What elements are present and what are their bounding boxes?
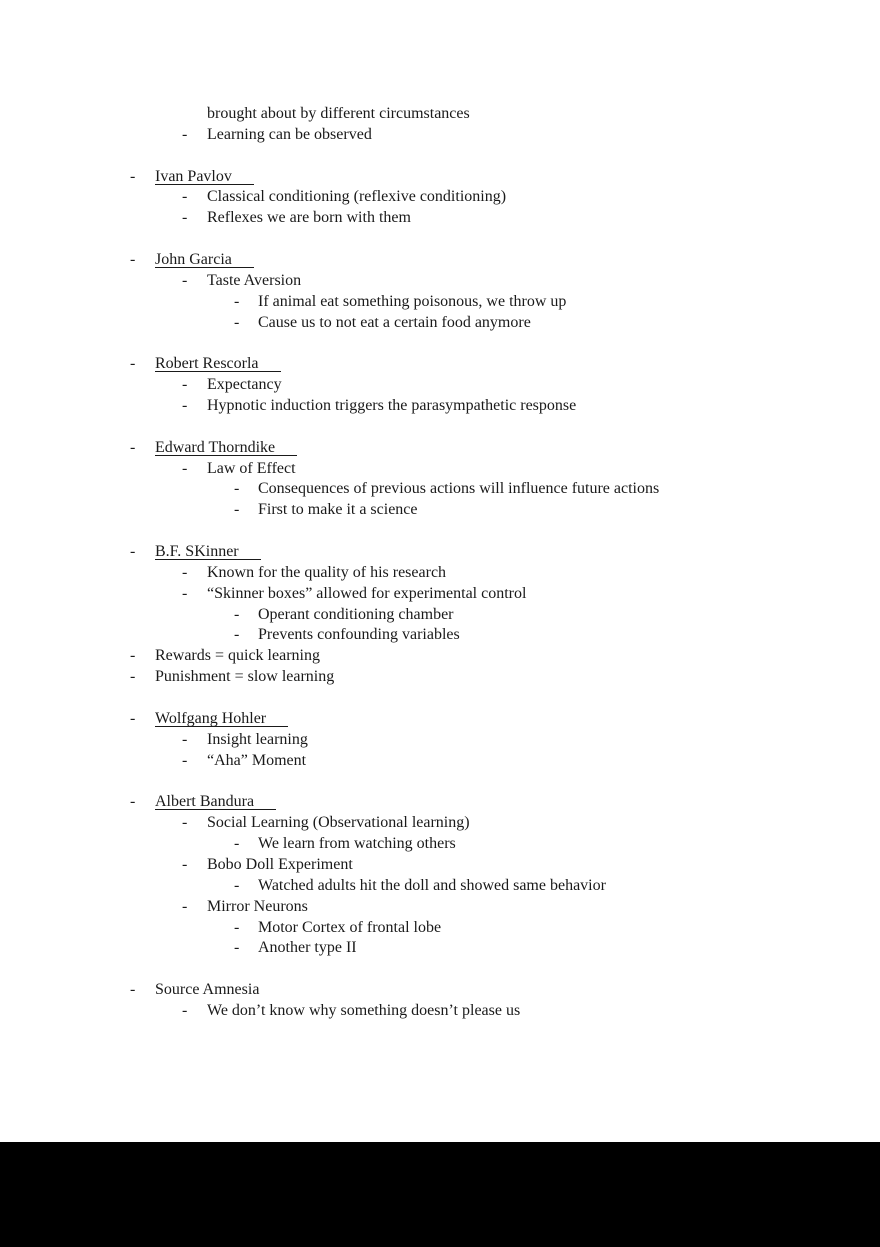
list-item [0, 813, 880, 834]
list-item-text: “Skinner boxes” allowed for experimental control [207, 584, 527, 602]
bullet-dash-icon: - [130, 543, 136, 561]
bullet-dash-icon: - [130, 355, 136, 373]
bullet-dash-icon: - [130, 167, 136, 185]
list-item-text: Cause us to not eat a certain food anymore [258, 313, 531, 331]
list-item [0, 855, 880, 876]
list-item-heading [0, 709, 880, 730]
list-item-heading [0, 542, 880, 563]
list-item-text: Another type II [258, 939, 357, 957]
list-item-heading [0, 250, 880, 271]
list-item-text: John Garcia [155, 250, 254, 268]
bullet-dash-icon: - [182, 751, 188, 769]
bullet-dash-icon: - [130, 251, 136, 269]
bullet-dash-icon: - [182, 814, 188, 832]
list-item-text: Watched adults hit the doll and showed same behavior [258, 876, 606, 894]
list-item-text: Learning can be observed [207, 125, 372, 143]
bottom-black-bar [0, 1142, 880, 1247]
bullet-dash-icon: - [234, 835, 240, 853]
bullet-dash-icon: - [234, 876, 240, 894]
list-item [0, 584, 880, 605]
bullet-dash-icon: - [182, 1001, 188, 1019]
list-item-text: Source Amnesia [155, 981, 260, 999]
list-item-heading [0, 167, 880, 188]
bullet-dash-icon: - [182, 209, 188, 227]
list-item-text: We don’t know why something doesn’t please us [207, 1001, 521, 1019]
bullet-dash-icon: - [182, 397, 188, 415]
bullet-dash-icon: - [130, 793, 136, 811]
bullet-dash-icon: - [182, 897, 188, 915]
list-item [0, 834, 880, 855]
list-item-text: Edward Thorndike [155, 438, 297, 456]
list-item [0, 897, 880, 918]
list-item-text: We learn from watching others [258, 835, 456, 853]
list-item-text: Insight learning [207, 730, 308, 748]
list-item-text: Wolfgang Hohler [155, 709, 288, 727]
list-item [0, 479, 880, 500]
list-item-heading [0, 354, 880, 375]
bullet-dash-icon: - [130, 709, 136, 727]
list-item-text: Taste Aversion [207, 271, 302, 289]
list-item-text: Motor Cortex of frontal lobe [258, 918, 442, 936]
list-item-text: “Aha” Moment [207, 751, 307, 769]
bullet-dash-icon: - [130, 647, 136, 665]
list-item-text: Classical conditioning (reflexive conditioning) [207, 188, 507, 206]
list-item-text: Robert Rescorla [155, 354, 281, 372]
bullet-dash-icon: - [234, 605, 240, 623]
list-item-text: Rewards = quick learning [155, 647, 320, 665]
list-item [0, 208, 880, 229]
list-item [0, 667, 880, 688]
bullet-dash-icon: - [182, 459, 188, 477]
list-item [0, 730, 880, 751]
list-item-text: Mirror Neurons [207, 897, 308, 915]
list-item [0, 605, 880, 626]
list-item-text: Punishment = slow learning [155, 668, 335, 686]
list-item-text: If animal eat something poisonous, we throw up [258, 292, 567, 310]
bullet-dash-icon: - [234, 918, 240, 936]
list-item [0, 396, 880, 417]
list-item [0, 1001, 880, 1022]
bullet-dash-icon: - [182, 271, 188, 289]
list-item [0, 625, 880, 646]
list-item-text: brought about by different circumstances [207, 105, 470, 122]
bullet-dash-icon: - [234, 313, 240, 331]
bullet-dash-icon: - [182, 584, 188, 602]
bullet-dash-icon: - [182, 125, 188, 143]
list-item-heading [0, 438, 880, 459]
list-item-text: Known for the quality of his research [207, 563, 447, 581]
list-item-text: Consequences of previous actions will influence future actions [258, 480, 660, 498]
bullet-dash-icon: - [182, 730, 188, 748]
list-item [0, 646, 880, 667]
list-item-text: Social Learning (Observational learning) [207, 814, 470, 832]
list-item-text: Albert Bandura [155, 792, 276, 810]
list-item-text: Ivan Pavlov [155, 167, 254, 185]
list-item [0, 751, 880, 772]
list-item [0, 980, 880, 1001]
list-item-text: Law of Effect [207, 459, 296, 477]
list-item [0, 271, 880, 292]
list-item [0, 918, 880, 939]
bullet-dash-icon: - [182, 563, 188, 581]
bullet-dash-icon: - [182, 376, 188, 394]
bullet-dash-icon: - [234, 939, 240, 957]
list-item-text: Hypnotic induction triggers the parasympathetic response [207, 397, 577, 415]
list-item-heading [0, 792, 880, 813]
list-item [0, 876, 880, 897]
list-item [0, 459, 880, 480]
list-item-text: B.F. SKinner [155, 542, 261, 560]
bullet-dash-icon: - [234, 501, 240, 519]
list-item [0, 563, 880, 584]
bullet-dash-icon: - [182, 188, 188, 206]
list-item [0, 104, 880, 125]
bullet-dash-icon: - [130, 438, 136, 456]
list-item-text: First to make it a science [258, 501, 418, 519]
bullet-dash-icon: - [234, 626, 240, 644]
bullet-dash-icon: - [130, 981, 136, 999]
list-item-text: Expectancy [207, 376, 282, 394]
list-item [0, 125, 880, 146]
list-item [0, 313, 880, 334]
notes-body [0, 104, 880, 1022]
list-item-text: Operant conditioning chamber [258, 605, 454, 623]
list-item [0, 500, 880, 521]
list-item-text: Bobo Doll Experiment [207, 855, 353, 873]
list-item-text: Prevents confounding variables [258, 626, 460, 644]
list-item [0, 375, 880, 396]
bullet-dash-icon: - [182, 855, 188, 873]
bullet-dash-icon: - [234, 480, 240, 498]
bullet-dash-icon: - [234, 292, 240, 310]
bullet-dash-icon: - [130, 668, 136, 686]
list-item [0, 187, 880, 208]
list-item [0, 938, 880, 959]
list-item [0, 292, 880, 313]
list-item-text: Reflexes we are born with them [207, 209, 411, 227]
